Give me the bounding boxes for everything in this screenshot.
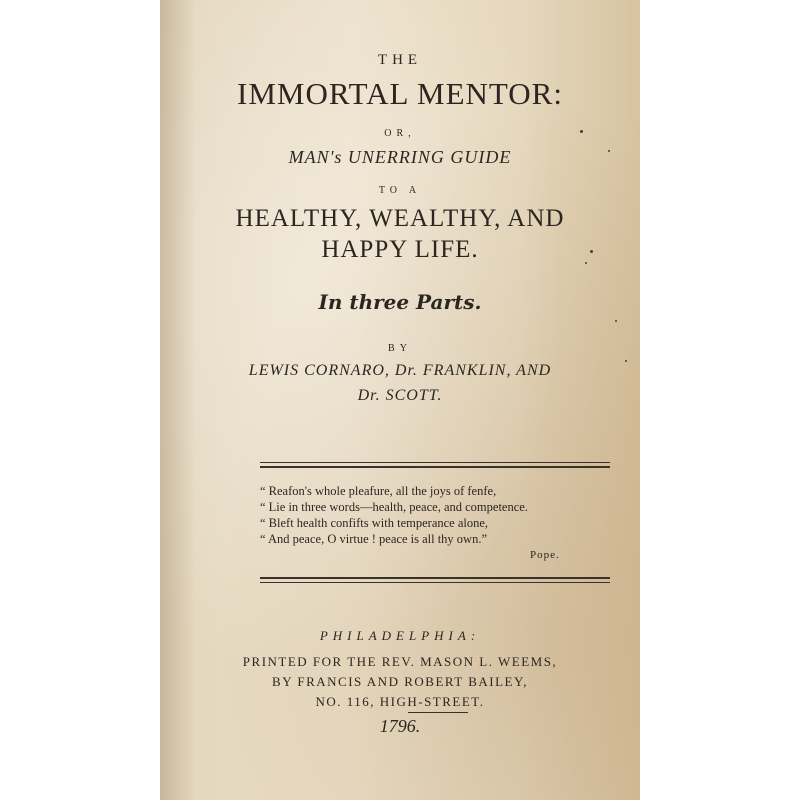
epigraph-line-1: “ Reafon's whole pleafure, all the joys of fenfe,: [260, 484, 497, 498]
epigraph-line-2: “ Lie in three words—health, peace, and competence.: [260, 500, 528, 514]
authors-line-2: Dr. SCOTT.: [357, 387, 443, 404]
book-subtitle: MAN's UNERRING GUIDE: [288, 147, 512, 167]
bottom-rule-thick: [260, 577, 610, 579]
foxing-speck: [580, 130, 583, 133]
subtitle-line-healthy: HEALTHY, WEALTHY, AND: [235, 205, 565, 232]
foxing-speck: [590, 250, 593, 253]
epigraph-attribution: Pope.: [530, 549, 560, 561]
authors-line-1: LEWIS CORNARO, Dr. FRANKLIN, AND: [248, 362, 552, 379]
parts-note: In three Parts.: [318, 290, 482, 314]
title-article: THE: [377, 52, 423, 68]
by-label: BY: [388, 343, 412, 354]
foxing-speck: [625, 360, 627, 362]
imprint-address: NO. 116, HIGH-STREET.: [315, 694, 485, 709]
subtitle-line-happy: HAPPY LIFE.: [321, 236, 479, 263]
title-page: [160, 0, 640, 800]
top-rule-thick: [260, 466, 610, 468]
bottom-rule-thin: [260, 582, 610, 583]
book-title: IMMORTAL MENTOR:: [237, 76, 563, 111]
foxing-speck: [608, 150, 610, 152]
title-conjunction: OR,: [384, 128, 416, 139]
foxing-speck: [585, 262, 587, 264]
epigraph-line-3: “ Bleft health confifts with temperance alone,: [260, 516, 489, 530]
imprint-city: PHILADELPHIA:: [319, 628, 481, 643]
imprint-printed-for: PRINTED FOR THE REV. MASON L. WEEMS,: [242, 654, 558, 669]
imprint-year: 1796.: [379, 716, 421, 736]
imprint-printer: BY FRANCIS AND ROBERT BAILEY,: [272, 674, 528, 689]
foxing-speck: [615, 320, 617, 322]
top-rule-thin: [260, 462, 610, 463]
subtitle-connector: TO A: [378, 185, 422, 196]
year-overline: [408, 712, 468, 713]
epigraph-line-4: “ And peace, O virtue ! peace is all thy own.”: [260, 532, 487, 546]
